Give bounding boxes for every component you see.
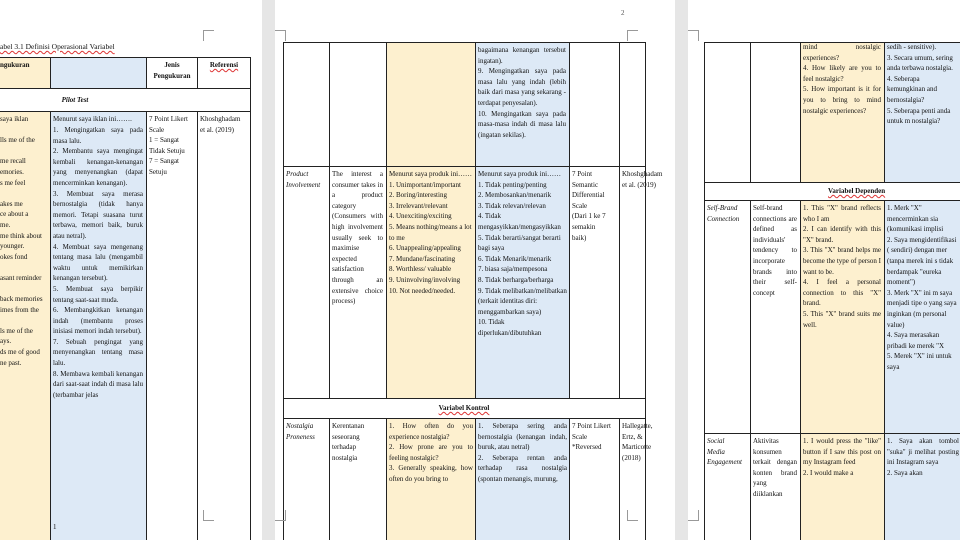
table-line [329, 418, 330, 540]
items-indonesian: 1. Saya akan tombol "suka" ji melihat posting ini Instagram saya 2. Saya akan [887, 437, 959, 477]
table-line [619, 42, 620, 398]
table-line [569, 42, 570, 398]
items-indonesian: 1. Seberapa sering anda bernostalgia (kenangan indah, buruk, atau netral) 2. Seberapa rentan anda terhadap rasa nostalgia (spontan menangis, murung, [478, 422, 567, 483]
table-line [250, 57, 251, 540]
margin-mark [688, 510, 699, 521]
table-line [750, 42, 751, 182]
document-page-2 [275, 0, 675, 540]
table-line [386, 42, 387, 398]
header-reference: Referensi [209, 61, 239, 69]
section-pilot-test: Pilot Test [61, 96, 89, 104]
variable-definition: The interest a consumer takes in a product category (Consumers with high involvement usually seek to maximise expected satisfaction through an extensive choice process) [332, 170, 383, 306]
margin-mark [203, 30, 214, 41]
margin-mark [627, 510, 638, 521]
margin-mark [627, 30, 638, 41]
table-line [197, 111, 198, 540]
table-line [569, 418, 570, 540]
table-line [0, 88, 250, 89]
table-line [283, 398, 645, 399]
header-type: Jenis Pengukuran [153, 61, 191, 80]
continued-items: bagaimana kenangan tersebut ingatan). 9. Mengingatkan saya pada masa lalu yang indah (lebih baik dari masa yang sekarang - terdapat penyesalan). 10. Mengingatkan saya pada masa-masa indah di masa lalu (ingatan sekilas). [478, 46, 566, 139]
variable-name: Product Involvement [286, 170, 321, 189]
items-list: 1. Mengingatkan saya pada masa lalu. 2. Membantu saya mengingat kembali kenangan-kenangan yang menyenangkan (dapat mencerminkan kenangan). 3. Membuat saya merasa bernostalgia (tidak hanya memori. Tetapi suasana turut terbawa, memori baik, buruk atau netral). 4. Membuat saya mengenang tentang masa lalu (mengambil waktu untuk memikirkan kenangan tersebut). 5. Membuat saya berpikir tentang saat-saat muda. 6. Membangkitkan kenangan indah (membantu proses inisiasi memori indah tersebut). 7. Sebuah pengingat yang menyenangkan tentang masa lalu. 8. Membawa kembali kenangan dari saat-saat indah di masa lalu (terbambar jelas [53, 126, 143, 399]
items-english: 1. I would press the "like" button if I saw this post on my Instagram feed 2. I would make a [803, 437, 881, 477]
document-page-3 [688, 0, 960, 540]
table-line [329, 42, 330, 398]
table-line [800, 200, 801, 540]
variable-definition: Self-brand connections are defined as individuals' tendency to incorporate brands into their self-concept [753, 204, 797, 297]
items-heading: Menurut saya iklan ini……. [53, 115, 132, 123]
header-measurement: ngukuran [0, 61, 30, 69]
scale-cell: 7 Point Likert Scale *Reversed [572, 422, 611, 452]
reference-cell: Khoshghadam et al. (2019) [200, 115, 241, 134]
reference-cell: Khoshghadam et al. (2019) [622, 170, 663, 189]
margin-mark [203, 510, 214, 521]
table-line [283, 418, 645, 419]
section-control: Variabel Kontrol [438, 404, 490, 412]
table-line [475, 418, 476, 540]
items-english: 1. This "X" brand reflects who I am 2. I can identify with this "X" brand. 3. This "X" brand helps me become the type of person I want to be. 4. I feel a personal connection to this "X" brand. 5. This "X" brand suits me well. [803, 204, 881, 329]
variable-name: Social Media Engagement [707, 437, 742, 467]
table-line [704, 42, 705, 540]
variable-name: Nostalgia Proneness [286, 422, 315, 441]
table-line [704, 433, 960, 434]
cut-off-cell: saya iklan lls me of the me recall emories. s me feel akes me ce about a me. me think about younger. okes fond asant reminder back memories imes from the ls me of the ays. ds me of good ne past. [0, 115, 43, 367]
table-line [0, 57, 250, 58]
table-line [475, 42, 476, 398]
table-line [146, 111, 147, 540]
table-line [800, 42, 801, 182]
table-line [884, 200, 885, 540]
table-line [619, 418, 620, 540]
table-line [884, 42, 885, 182]
page-number: 1 [53, 523, 57, 531]
reference-cell: Hallegatte, Ertz, & Marticotte (2018) [622, 422, 653, 462]
table-line [704, 182, 960, 183]
table-line [750, 200, 751, 540]
variable-definition: Kerentanan seseorang terhadap nostalgia [332, 422, 365, 462]
table-line [283, 166, 645, 167]
margin-mark [688, 30, 699, 41]
items-indonesian: Menurut saya produk ini…… 1. Tidak penting/penting 2. Membosankan/menarik 3. Tidak relevan/relevan 4. Tidak mengasyikkan/mengasyikkan 5. Tidak berarti/sangat berarti bagi saya 6. Tidak Menarik/menarik 7. biasa saja/mempesona 8. Tidak berharga/berharga 9. Tidak melibatkan/melibatkan (terkait identitas diri: menggambarkan saya) 10. Tidak diperlukan/dibutuhkan [478, 170, 567, 337]
table-line [283, 42, 645, 43]
table-line [50, 111, 51, 540]
variable-name: Self-Brand Connection [707, 204, 740, 223]
table-line [704, 200, 960, 201]
margin-mark [275, 30, 286, 41]
scale-cell: 7 Point Semantic Differential Scale (Dari 1 ke 7 semakin baik) [572, 170, 606, 242]
variable-definition: Aktivitas konsumen terkait dengan konten brand yang diiklankan [753, 437, 797, 498]
section-dependent: Variabel Dependen [828, 187, 886, 195]
table-line [283, 42, 284, 540]
items-english: 1. How often do you experience nostalgia? 2. How prone are you to feeling nostalgic? 3. Generally speaking, how often do you bring to [389, 422, 473, 483]
items-indonesian: 1. Merk "X" mencerminkan sia (komunikasi implisi 2. Saya mengidentifikasi ( sendiri) dengan mer (tanpa merek ini s tidak berdampak "eureka moment") 3. Merk "X" ini m saya menjadi tipe o yang saya inginkan (m personal value) 4. Saya merasakan pribadi ke merek "X 5. Merek "X" ini untuk saya [887, 204, 957, 371]
table-title: abel 3.1 Definisi Operasional Variabel [0, 42, 115, 51]
continued-items-indonesian: sedih - sensitive). 3. Secara umum, sering anda terbawa nostalgia. 4. Seberapa kemungkinan and bernostalgia? 5. Seberapa penti anda untuk m nostalgia? [887, 43, 953, 126]
page-number: 2 [621, 9, 625, 17]
items-english: Menurut saya produk ini…… 1. Unimportant/important 2. Boring/interesting 3. Irrelevant/relevant 4. Unexciting/exciting 5. Means nothing/means a lot to me 6. Unappealing/appealing 7. Mundane/fascinating 8. Worthless/ valuable 9. Uninvolving/involving 10. Not needed/needed. [389, 170, 473, 295]
table-line [0, 111, 250, 112]
continued-items-english: mind nostalgic experiences? 4. How likely are you to feel nostalgic? 5. How important is it for you to bring to mind nostalgic experiences? [803, 43, 881, 115]
scale-cell: 7 Point Likert Scale 1 = Sangat Tidak Setuju 7 = Sangat Setuju [149, 115, 188, 176]
margin-mark [275, 510, 286, 521]
document-page-1 [0, 0, 262, 540]
table-line [645, 42, 646, 540]
table-line [50, 57, 51, 88]
table-line [386, 418, 387, 540]
